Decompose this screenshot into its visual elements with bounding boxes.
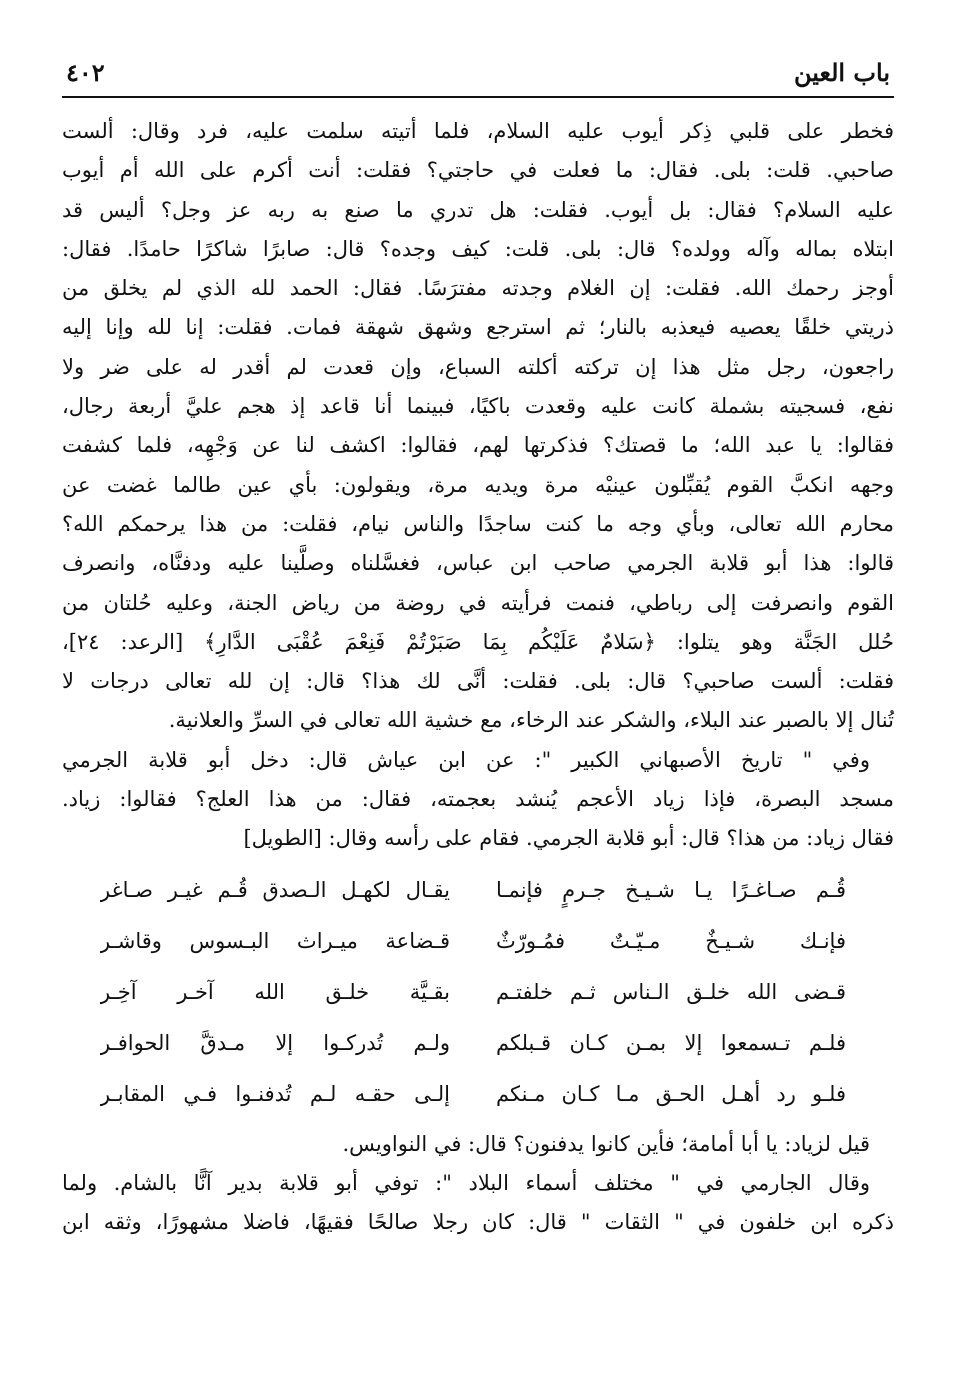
text-line: راجعون، رجل مثل هذا إن تركته أكلته السباع، وإن قعدت لم أقدر له على ضر ولا (62, 354, 894, 379)
text-line: نفع، فسجيته بشملة كانت عليه وقعدت باكيًا، فبينما أنا قاعد إذ هجم عليَّ أربعة رجال، (62, 394, 894, 419)
verse-second-hemistich: ولـم تُدركـوا إلا مـدقَّ الحوافـر (100, 1030, 450, 1055)
page-header (62, 52, 894, 98)
text-line: أوجز رحمك الله. فقلت: إن الغلام وجدته مفترَسًا. فقال: الحمد لله الذي لم يخلق من (62, 276, 894, 301)
poem (62, 864, 894, 1119)
text-line: قالوا: هذا أبو قلابة الجرمي صاحب ابن عباس، فغسَّلناه وصلَّينا عليه ودفنَّاه، وانصرف (62, 551, 894, 576)
text-line: ابتلاه بماله وآله وولده؟ قال: بلى. قلت: كيف وجده؟ قال: صابرًا شاكرًا حامدًا. فقال: (62, 236, 894, 261)
verse-second-hemistich: إلـى حقـه لـم تُدفنـوا فـي المقابـر (100, 1081, 450, 1106)
text-line: القوم وانصرفت إلى رباطي، فنمت فرأيته في روضة من رياض الجنة، وعليه حُلتان من (62, 590, 894, 615)
page-number: ٤٠٢ (66, 58, 105, 87)
text-line: فخطر على قلبي ذِكر أيوب عليه السلام، فلما أتيته سلمت عليه، فرد وقال: ألست (62, 119, 894, 143)
text-line: تُنال إلا بالصبر عند البلاء، والشكر عند الرخاء، مع خشية الله تعالى في السرِّ والعلانية. (168, 708, 894, 733)
verse-first-hemistich: فلـو رد أهـل الحـق مـا كـان مـنكم (496, 1081, 846, 1106)
closing-paragraphs (62, 1125, 894, 1243)
poem-verse (62, 864, 894, 915)
verse-second-hemistich: يقـال لكهـل الـصدق قُـم غيـر صـاغر (100, 877, 450, 902)
text-line: فقالوا: يا عبد الله؛ ما قصتك؟ فذكرتها لهم، فقالوا: اكشف لنا عن وَجْهِه، فلما كشفت (62, 433, 894, 458)
text-line: ذكره ابن خلفون في " الثقات " قال: كان رجلا صالحًا فقيهًا، فاضلا مشهورًا، وثقه ابن (62, 1210, 894, 1235)
chapter-title: باب العين (793, 58, 890, 87)
verse-first-hemistich: فإنـك شـيـخٌ مـيّـتٌ فمُـورّثٌ (496, 928, 846, 953)
text-line: مسجد البصرة، فإذا زياد الأعجم يُنشد بعجمته، فقال: من هذا العلج؟ فقالوا: زياد. (62, 787, 894, 812)
text-line: فقلت: ألست صاحبي؟ قال: بلى. فقلت: أنَّى لك هذا؟ قال: إن لله تعالى درجات لا (62, 669, 894, 694)
text-line: وجهه انكبَّ القوم يُقبِّلون عينيْه مرة ويديه مرة، ويقولون: بأي عين طالما غضت عن (62, 472, 894, 497)
page-body (62, 112, 894, 1243)
poem-verse (62, 1068, 894, 1119)
text-line: محارم الله تعالى، وبأي وجه ما كنت ساجدًا والناس نيام، فقلت: من هذا يرحمكم الله؟ (62, 511, 894, 536)
poem-verse (62, 1017, 894, 1068)
poem-verse (62, 966, 894, 1017)
text-line: صاحبي. قلت: بلى. فقال: ما فعلت في حاجتي؟ فقلت: أنت أكرم على الله أم أيوب (62, 158, 894, 183)
text-line: وقال الجارمي في " مختلف أسماء البلاد ": توفي أبو قلابة بدير آنًّا بالشام. ولما (62, 1170, 870, 1195)
poem-verse (62, 915, 894, 966)
verse-first-hemistich: قـضى الله خلـق الـناس ثـم خلفتـم (496, 979, 846, 1004)
text-line: فقال زياد: من هذا؟ قال: أبو قلابة الجرمي. فقام على رأسه وقال: [الطويل] (243, 826, 894, 851)
verse-first-hemistich: فلـم تـسمعوا إلا بمـن كـان قـبلكم (496, 1030, 846, 1055)
verse-second-hemistich: قـضاعة ميـراث البـسوس وقاشـر (100, 928, 450, 953)
verse-first-hemistich: قُـم صـاغـرًا يـا شـيـخ جـرمٍ فإنمـا (496, 877, 846, 902)
verse-second-hemistich: بقـيَّة خلـق الله آخـر آخِـر (100, 979, 450, 1004)
text-line: قيل لزياد: يا أبا أمامة؛ فأين كانوا يدفنون؟ قال: في النواويس. (342, 1131, 870, 1156)
text-line: وفي " تاريخ الأصبهاني الكبير ": عن ابن عياش قال: دخل أبو قلابة الجرمي (62, 747, 870, 772)
text-line: ذريتي خلقًا يعصيه فيعذبه بالنار؛ ثم استرجع وشهق شهقة فمات. فقلت: إنا لله وإنا إليه (62, 315, 894, 340)
text-line: عليه السلام؟ فقال: بل أيوب. فقلت: هل تدري ما صنع به ربه عز وجل؟ أليس قد (62, 197, 894, 222)
text-line: حُلل الجَنَّة وهو يتلوا: ﴿سَلامٌ عَلَيْكُم بِمَا صَبَرْتُمْ فَنِعْمَ عُقْبَى الدَّارِ﴾ [الرعد: ٢٤]، (62, 629, 894, 654)
